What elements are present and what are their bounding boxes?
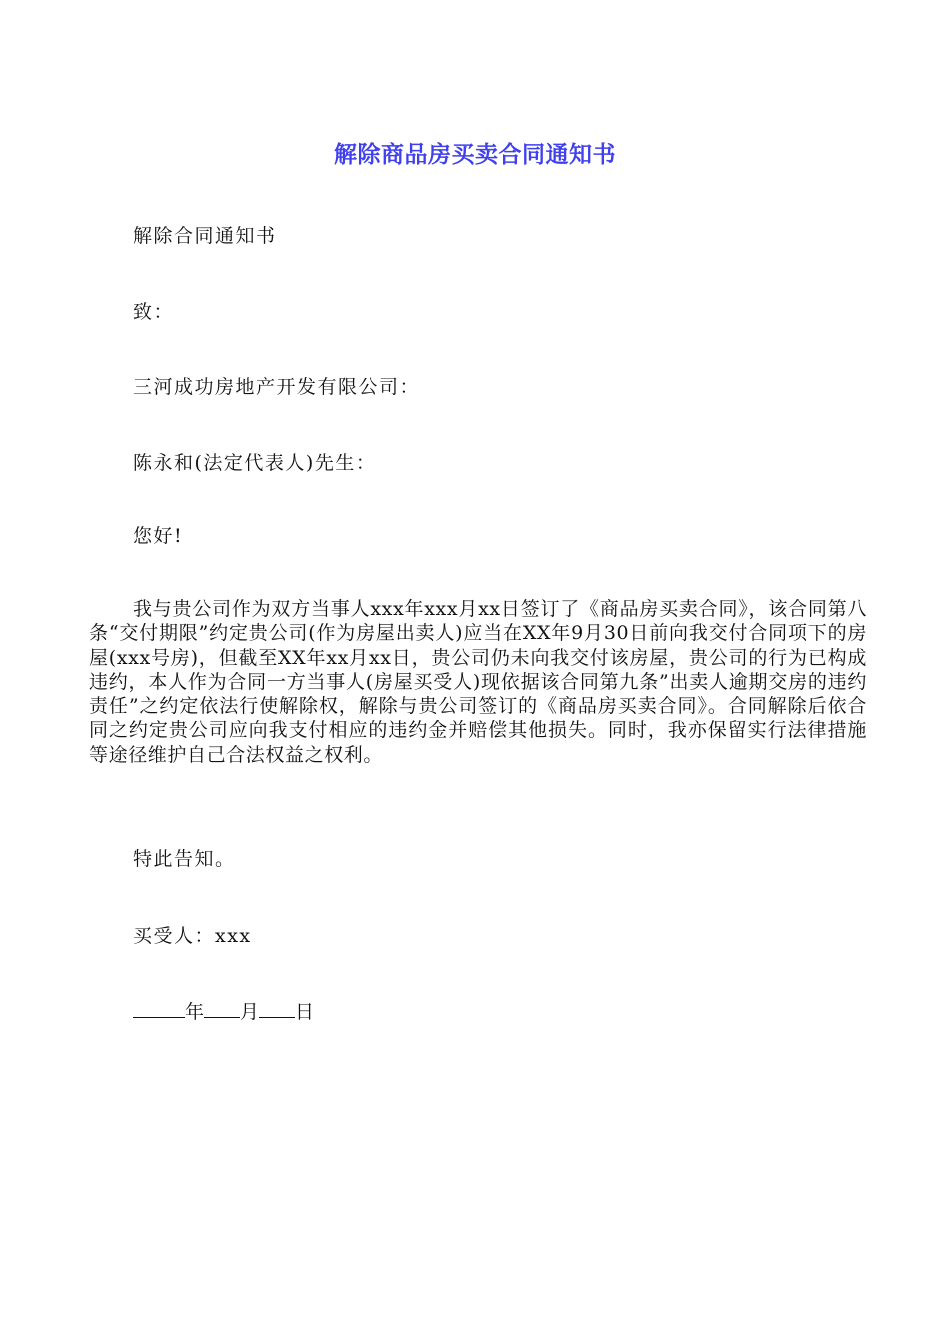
year-blank [133,997,185,1018]
notice-body: 我与贵公司作为双方当事人xxx年xxx月xx日签订了《商品房买卖合同》，该合同第八条“交付期限”约定贵公司(作为房屋出卖人)应当在XX年9月30日前向我交付合同项下的房屋(xxx号房)，但截至XX年xx月xx日，贵公司仍未向我交付该房屋，贵公司的行为已构成违约，本人作为合同一方当事人(房屋买受人)现依据该合同第九条”出卖人逾期交房的违约责任”之约定依法行使解除权，解除与贵公司签订的《商品房买卖合同》。合同解除后依合同之约定贵公司应向我支付相应的违约金并赔偿其他损失。同时，我亦保留实行法律措施等途径维护自己合法权益之权利。 [89,598,867,766]
recipient-company: 三河成功房地产开发有限公司： [133,376,421,398]
day-blank [259,997,295,1018]
buyer-signature: 买受人：xxx [133,925,252,947]
document-title: 解除商品房买卖合同通知书 [334,142,616,168]
recipient-representative: 陈永和(法定代表人)先生： [133,452,377,474]
greeting: 您好! [133,525,184,547]
year-label: 年 [185,1001,205,1023]
day-label: 日 [295,1001,315,1023]
recipient-label: 致： [133,301,175,323]
date-line [133,997,314,1024]
closing-statement: 特此告知。 [133,848,236,870]
month-label: 月 [240,1001,260,1023]
month-blank [204,997,240,1018]
notice-heading: 解除合同通知书 [133,225,277,247]
